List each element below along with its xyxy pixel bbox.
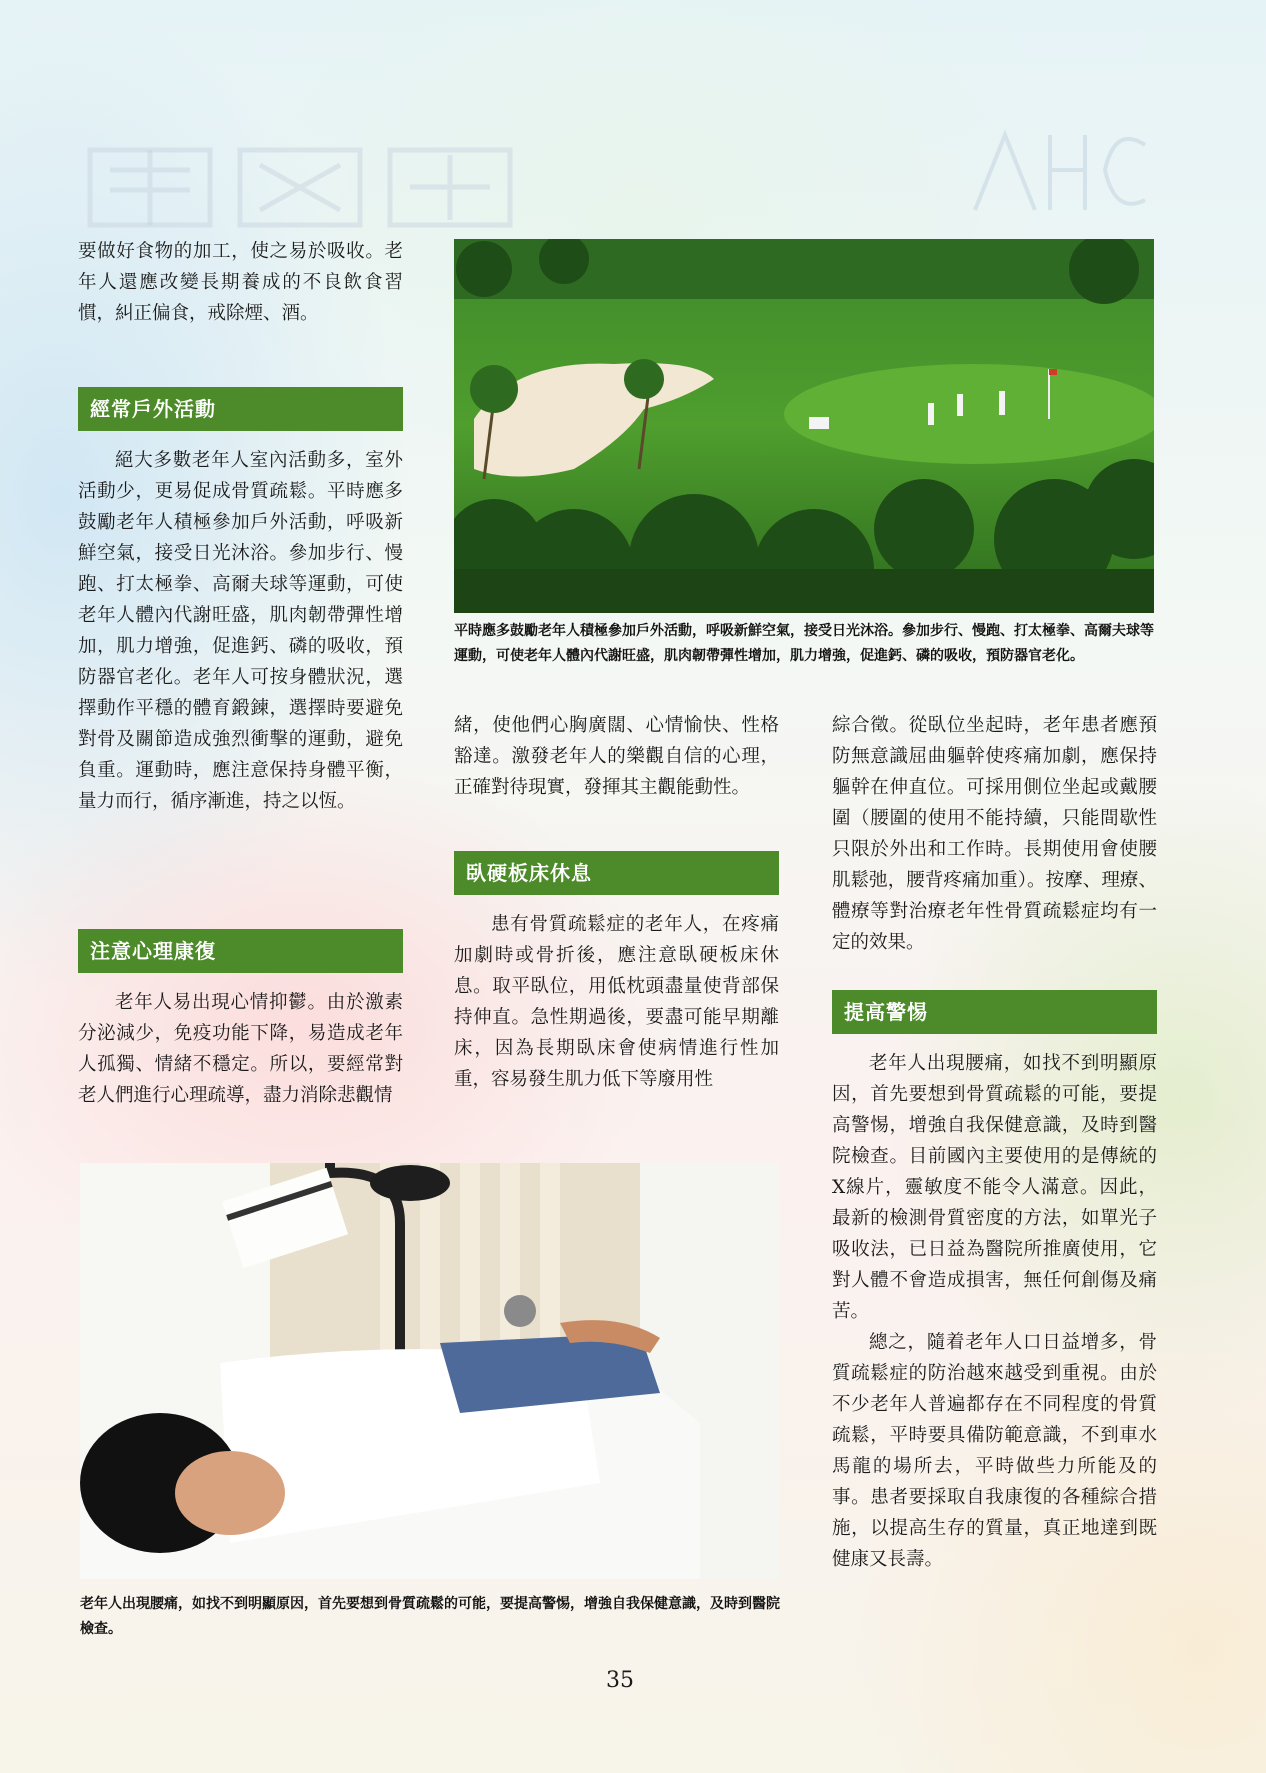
rest-paragraph: 患有骨質疏鬆症的老年人，在疼痛加劇時或骨折後，應注意臥硬板床休息。取平臥位，用低枕頭盡量使背部保持伸直。急性期過後，要盡可能早期離床，因為長期臥床會使病情進行性加重，容易發生肌力低下等廢用性 [454,914,779,1090]
section-heading-psych: 注意心理康復 [78,929,403,973]
ghost-logo-mark [965,120,1155,230]
middle-continuation: 緒，使他們心胸廣闊、心情愉快、性格豁達。激發老年人的樂觀自信的心理，正確對待現實，發揮其主觀能動性。 [454,715,779,798]
section-heading-alert: 提高警惕 [832,990,1157,1034]
section-psych [78,929,403,1111]
middle-column [454,710,779,1095]
section-heading-outdoor: 經常戶外活動 [78,387,403,431]
outdoor-paragraph: 絕大多數老年人室內活動多，室外活動少，更易促成骨質疏鬆。平時應多鼓勵老年人積極參加戶外活動，呼吸新鮮空氣，接受日光沐浴。參加步行、慢跑、打太極拳、高爾夫球等運動，可使老年人體內代謝旺盛，肌肉韌帶彈性增加，肌力增強，促進鈣、磷的吸收，預防器官老化。老年人可按身體狀況，選擇動作平穩的體育鍛鍊，選擇時要避免對骨及關節造成強烈衝擊的運動，避免負重。運動時，應注意保持身體平衡，量力而行，循序漸進，持之以恆。 [78,450,403,812]
right-continuation: 綜合徵。從臥位坐起時，老年患者應預防無意識屈曲軀幹使疼痛加劇，應保持軀幹在伸直位。可採用側位坐起或戴腰圍（腰圍的使用不能持續，只能間歇性只限於外出和工作時。長期使用會使腰肌鬆弛，腰背疼痛加重）。按摩、理療、體療等對治療老年性骨質疏鬆症均有一定的效果。 [832,715,1157,953]
golf-course-photo [454,239,1154,613]
left-column [78,236,403,329]
section-heading-rest: 臥硬板床休息 [454,851,779,895]
clinic-photo [80,1163,780,1579]
right-column [832,710,1157,1575]
page-number: 35 [606,1668,634,1693]
alert-paragraph-2: 總之，隨着老年人口日益增多，骨質疏鬆症的防治越來越受到重視。由於不少老年人普遍都存在不同程度的骨質疏鬆，平時要具備防範意識，不到車水馬龍的場所去，平時做些力所能及的事。患者要採取自我康復的各種綜合措施，以提高生存的質量，真正地達到既健康又長壽。 [832,1332,1157,1570]
left-top-paragraph: 要做好食物的加工，使之易於吸收。老年人還應改變長期養成的不良飲食習慣，糾正偏食，戒除煙、酒。 [78,241,403,324]
alert-paragraph-1: 老年人出現腰痛，如找不到明顯原因，首先要想到骨質疏鬆的可能，要提高警惕，增強自我保健意識，及時到醫院檢查。目前國內主要使用的是傳統的X線片，靈敏度不能令人滿意。因此，最新的檢測骨質密度的方法，如單光子吸收法，已日益為醫院所推廣使用，它對人體不會造成損害，無任何創傷及痛苦。 [832,1053,1157,1322]
psych-paragraph: 老年人易出現心情抑鬱。由於激素分泌減少，免疫功能下降，易造成老年人孤獨、情緒不穩定。所以，要經常對老人們進行心理疏導，盡力消除悲觀情 [78,992,403,1106]
clinic-photo-caption: 老年人出現腰痛，如找不到明顯原因，首先要想到骨質疏鬆的可能，要提高警惕，增強自我保健意識，及時到醫院檢查。 [80,1596,780,1637]
section-outdoor [78,387,403,817]
golf-photo-caption: 平時應多鼓勵老年人積極參加戶外活動，呼吸新鮮空氣，接受日光沐浴。參加步行、慢跑、打太極拳、高爾夫球等運動，可使老年人體內代謝旺盛，肌肉韌帶彈性增加，肌力增強，促進鈣、磷的吸收，預防器官老化。 [454,623,1154,664]
ghost-section-title [80,140,520,235]
